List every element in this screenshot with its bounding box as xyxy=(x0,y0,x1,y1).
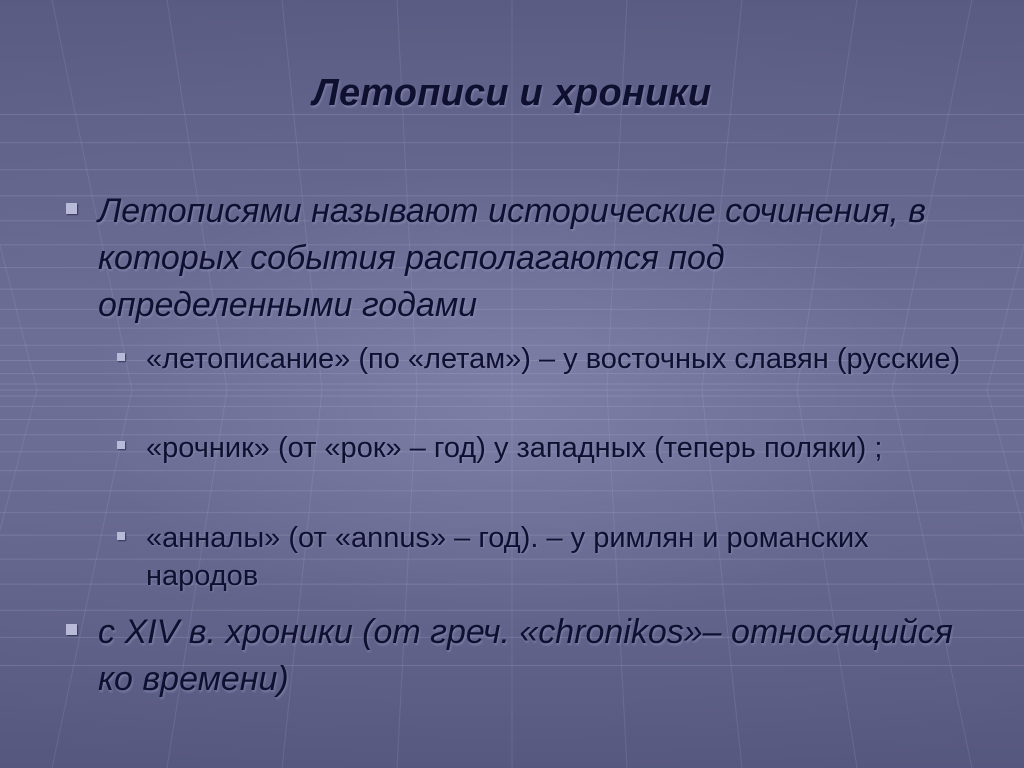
slide-title: Летописи и хроники xyxy=(312,72,712,114)
sub-bullet-marker xyxy=(117,441,125,449)
sub-bullet-annaly: «анналы» (от «annus» – год). – у римлян и романских народов xyxy=(146,522,869,592)
bullet-definition: Летописями называют исторические сочинения, в которых события располагаются под определенными годами xyxy=(98,192,927,324)
bullet-marker xyxy=(66,203,77,214)
bullet-chronicles: с XIV в. хроники (от греч. «chronikos»– относящийся ко времени) xyxy=(98,613,953,698)
sub-bullet-marker xyxy=(117,532,125,540)
sub-bullet-marker xyxy=(117,353,125,361)
sub-bullet-rochnik: «рочник» (от «рок» – год) у западных (теперь поляки) ; xyxy=(146,432,883,464)
sub-bullet-letopisanie: «летописание» (по «летам») – у восточных славян (русские) xyxy=(146,343,961,375)
bullet-marker xyxy=(66,624,77,635)
